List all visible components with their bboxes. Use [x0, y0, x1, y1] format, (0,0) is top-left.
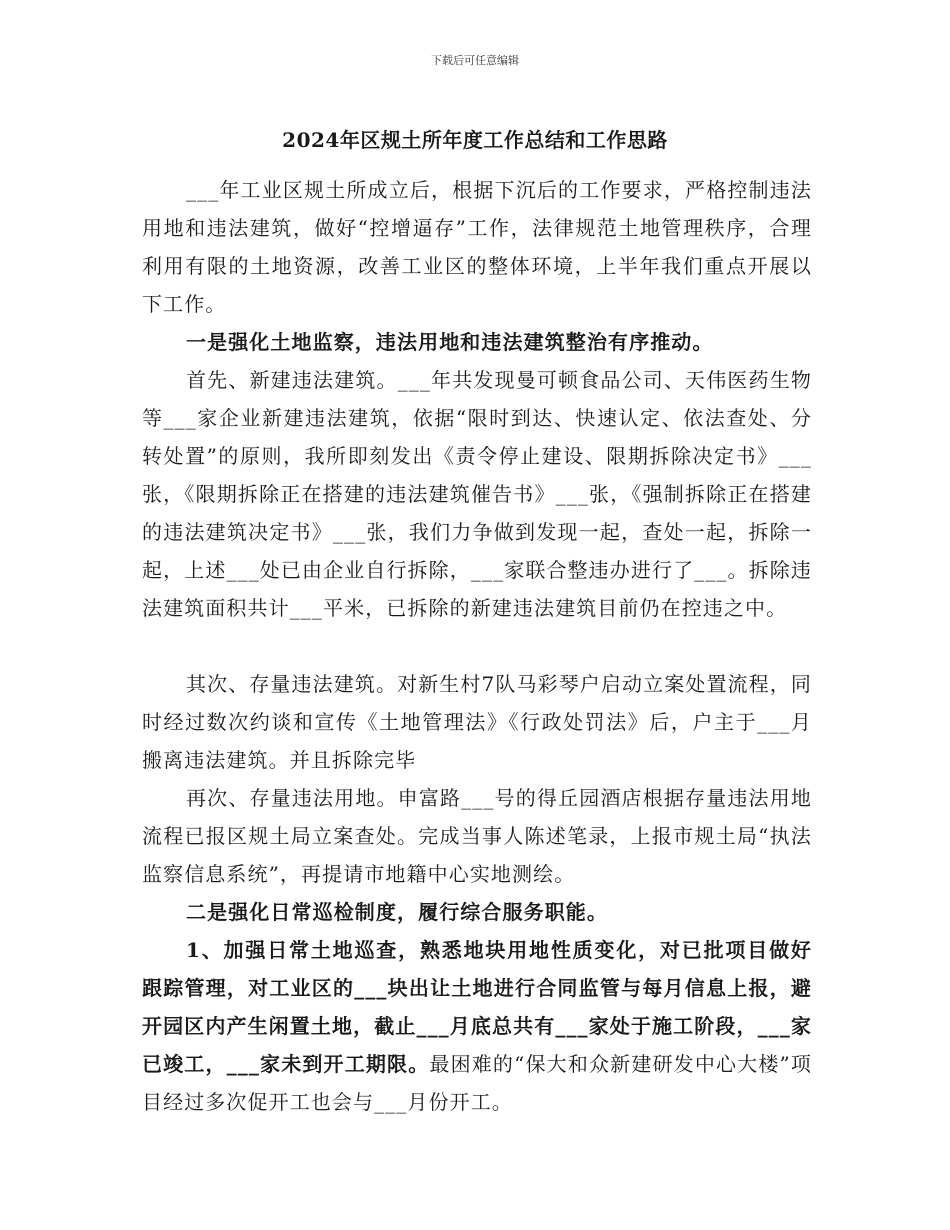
- intro-paragraph: ___年工业区规土所成立后，根据下沉后的工作要求，严格控制违法用地和违法建筑，做好“控增逼存”工作，法律规范土地管理秩序，合理利用有限的土地资源，改善工业区的整体环境，上半年我们重点开展以下工作。: [142, 178, 812, 316]
- section1-paragraph-existing-land: 再次、存量违法用地。申富路___号的得丘园酒店根据存量违法用地流程已报区规土局立案查处。完成当事人陈述笔录，上报市规土局“执法监察信息系统”，再提请市地籍中心实地测绘。: [142, 786, 812, 886]
- section1-heading: 一是强化土地监察，违法用地和违法建筑整治有序推动。: [186, 330, 714, 354]
- section1-paragraph-new-buildings: 首先、新建违法建筑。___年共发现曼可顿食品公司、天伟医药生物等___家企业新建违法建筑，依据“限时到达、快速认定、依法查处、分转处置”的原则，我所即刻发出《责令停止建设、限期拆除决定书》___张，《限期拆除正在搭建的违法建筑催告书》___张，《强制拆除正在搭建的违法建筑决定书》___张，我们力争做到发现一起，查处一起，拆除一起，上述___处已由企业自行拆除，___家联合整违办进行了___。拆除违法建筑面积共计___平米，已拆除的新建违法建筑目前仍在控违之中。: [142, 368, 812, 620]
- section2-paragraph-1-normal: 最困难的“保大和众新建研发中心大楼”项目经过多次促开工也会与___月份开工。: [142, 1052, 812, 1114]
- section2-heading: 二是强化日常巡检制度，履行综合服务职能。: [186, 900, 608, 924]
- section1-paragraph-existing-buildings: 其次、存量违法建筑。对新生村7队马彩琴户启动立案处置流程，同时经过数次约谈和宣传《土地管理法》《行政处罚法》后，户主于___月搬离违法建筑。并且拆除完毕: [142, 672, 812, 772]
- section2-paragraph-1-bold: 1、加强日常土地巡查，熟悉地块用地性质变化，对已批项目做好跟踪管理，对工业区的___块出让土地进行合同监管与每月信息上报，避开园区内产生闲置土地，截止___月底总共有___家处于施工阶段，___家已竣工，___家未到开工期限。: [142, 938, 812, 1076]
- document-title: 2024年区规土所年度工作总结和工作思路: [282, 128, 668, 152]
- section2-paragraph-1: [142, 931, 812, 1121]
- page-header-note: 下载后可任意编辑: [431, 54, 519, 67]
